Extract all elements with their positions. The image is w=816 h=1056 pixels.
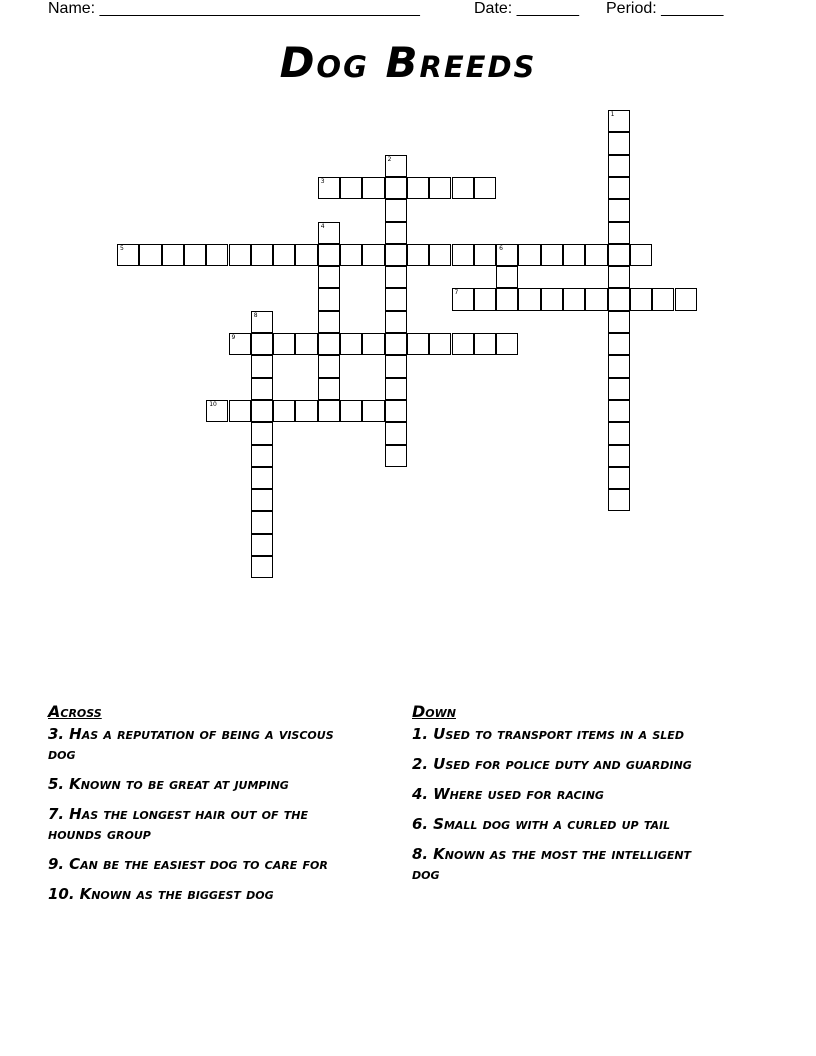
grid-cell[interactable] [452,333,474,355]
grid-cell[interactable] [429,177,451,199]
grid-cell[interactable] [608,244,630,266]
grid-cell[interactable] [608,177,630,199]
grid-cell[interactable] [563,244,585,266]
grid-cell[interactable] [385,155,407,177]
grid-cell[interactable] [608,378,630,400]
period-field-label: Period: _______ [606,0,724,17]
grid-cell[interactable] [273,244,295,266]
grid-cell[interactable] [608,489,630,511]
across-clue [48,774,358,794]
down-clue [412,814,722,834]
grid-cell[interactable] [385,400,407,422]
across-clue [48,804,358,844]
clue-number-label: 2 [387,155,392,163]
grid-cell[interactable] [385,177,407,199]
across-clue [48,854,358,874]
clue-number: 3. [48,725,65,743]
grid-cell[interactable] [541,288,563,310]
grid-cell[interactable] [295,400,317,422]
grid-cell[interactable] [295,333,317,355]
grid-cell[interactable] [518,288,540,310]
grid-cell[interactable] [318,378,340,400]
grid-cell[interactable] [496,288,518,310]
grid-cell[interactable] [385,378,407,400]
grid-cell[interactable] [273,400,295,422]
across-clues [48,702,358,914]
grid-cell[interactable] [340,400,362,422]
grid-cell[interactable] [318,288,340,310]
grid-cell[interactable] [385,288,407,310]
grid-cell[interactable] [652,288,674,310]
down-clue [412,784,722,804]
clue-number-label: 6 [499,244,503,252]
clue-number-label: 3 [320,177,325,185]
grid-cell[interactable] [318,177,340,199]
grid-cell[interactable] [340,177,362,199]
grid-cell[interactable] [608,333,630,355]
grid-cell[interactable] [385,422,407,444]
clue-number-label: 7 [454,289,459,297]
down-clue [412,754,722,774]
name-field-label: Name: ____________________________________ [48,0,420,17]
clue-number-label: 5 [120,244,124,252]
grid-cell[interactable] [385,355,407,377]
clue-text: Used for police duty and guarding [433,755,692,773]
grid-cell[interactable] [385,266,407,288]
grid-cell[interactable] [608,422,630,444]
clue-number: 8. [412,845,429,863]
clue-number-label: 10 [209,400,217,408]
grid-cell[interactable] [496,266,518,288]
across-heading: Across [48,702,102,721]
grid-cell[interactable] [318,244,340,266]
grid-cell[interactable] [251,422,273,444]
grid-cell[interactable] [474,177,496,199]
grid-cell[interactable] [608,311,630,333]
grid-cell[interactable] [251,556,273,578]
grid-cell[interactable] [474,333,496,355]
grid-cell[interactable] [385,333,407,355]
grid-cell[interactable] [184,244,206,266]
grid-cell[interactable] [541,244,563,266]
grid-cell[interactable] [139,244,161,266]
clue-number: 10. [48,885,75,903]
grid-cell[interactable] [362,244,384,266]
grid-cell[interactable] [385,199,407,221]
clue-text: Known to be great at jumping [69,775,289,793]
clue-number: 2. [412,755,429,773]
grid-cell[interactable] [429,244,451,266]
grid-cell[interactable] [251,445,273,467]
grid-cell[interactable] [608,222,630,244]
clue-number: 1. [412,725,429,743]
grid-cell[interactable] [608,445,630,467]
grid-cell[interactable] [251,467,273,489]
clue-number-label: 8 [253,311,258,319]
down-clues [412,702,722,894]
grid-cell[interactable] [474,288,496,310]
grid-cell[interactable] [385,311,407,333]
grid-cell[interactable] [251,378,273,400]
grid-cell[interactable] [273,333,295,355]
grid-cell[interactable] [229,333,251,355]
clue-text: Has a reputation of being a viscous dog [48,725,334,763]
grid-cell[interactable] [407,244,429,266]
grid-cell[interactable] [318,355,340,377]
grid-cell[interactable] [385,222,407,244]
grid-cell[interactable] [206,400,228,422]
across-clue [48,884,358,904]
grid-cell[interactable] [608,467,630,489]
grid-cell[interactable] [362,400,384,422]
grid-cell[interactable] [585,244,607,266]
grid-cell[interactable] [251,489,273,511]
clue-text: Small dog with a curled up tail [433,815,671,833]
grid-cell[interactable] [608,132,630,154]
grid-cell[interactable] [362,177,384,199]
grid-cell[interactable] [608,266,630,288]
clue-number-label: 1 [610,111,615,118]
grid-cell[interactable] [518,244,540,266]
grid-cell[interactable] [251,511,273,533]
clue-number: 7. [48,805,65,823]
grid-cell[interactable] [496,244,518,266]
grid-cell[interactable] [675,288,697,310]
clue-number-label: 9 [231,334,236,341]
grid-cell[interactable] [206,244,228,266]
down-clue [412,724,722,744]
clue-number-label: 4 [320,222,325,230]
grid-cell[interactable] [229,244,251,266]
grid-cell[interactable] [251,400,273,422]
clue-number: 5. [48,775,65,793]
grid-cell[interactable] [496,333,518,355]
grid-cell[interactable] [608,355,630,377]
down-clue [412,844,722,884]
grid-cell[interactable] [452,288,474,310]
grid-cell[interactable] [318,266,340,288]
page-title: Dog Breeds [279,38,537,87]
clue-number: 4. [412,785,429,803]
grid-cell[interactable] [585,288,607,310]
grid-cell[interactable] [117,244,139,266]
grid-cell[interactable] [608,288,630,310]
grid-cell[interactable] [251,355,273,377]
grid-cell[interactable] [385,244,407,266]
grid-cell[interactable] [407,333,429,355]
grid-cell[interactable] [630,288,652,310]
clue-text: Known as the biggest dog [79,885,274,903]
clue-number: 6. [412,815,429,833]
grid-cell[interactable] [608,199,630,221]
across-clue [48,724,358,764]
grid-cell[interactable] [429,333,451,355]
grid-cell[interactable] [318,311,340,333]
grid-cell[interactable] [608,400,630,422]
grid-cell[interactable] [608,155,630,177]
grid-cell[interactable] [340,333,362,355]
down-heading: Down [412,702,456,721]
clue-text: Has the longest hair out of the hounds group [48,805,308,843]
clue-text: Where used for racing [433,785,604,803]
grid-cell[interactable] [251,333,273,355]
grid-cell[interactable] [474,244,496,266]
grid-cell[interactable] [162,244,184,266]
clue-text: Known as the most the intelligent dog [412,845,692,883]
grid-cell[interactable] [385,445,407,467]
grid-cell[interactable] [630,244,652,266]
grid-cell[interactable] [318,400,340,422]
clue-text: Used to transport items in a sled [433,725,684,743]
grid-cell[interactable] [318,333,340,355]
grid-cell[interactable] [407,177,429,199]
date-field-label: Date: _______ [474,0,579,17]
grid-cell[interactable] [251,311,273,333]
grid-cell[interactable] [563,288,585,310]
grid-cell[interactable] [608,110,630,132]
grid-cell[interactable] [340,244,362,266]
grid-cell[interactable] [318,222,340,244]
grid-cell[interactable] [362,333,384,355]
grid-cell[interactable] [452,177,474,199]
grid-cell[interactable] [229,400,251,422]
grid-cell[interactable] [251,534,273,556]
grid-cell[interactable] [251,244,273,266]
clue-number: 9. [48,855,65,873]
grid-cell[interactable] [452,244,474,266]
clue-text: Can be the easiest dog to care for [69,855,328,873]
grid-cell[interactable] [295,244,317,266]
